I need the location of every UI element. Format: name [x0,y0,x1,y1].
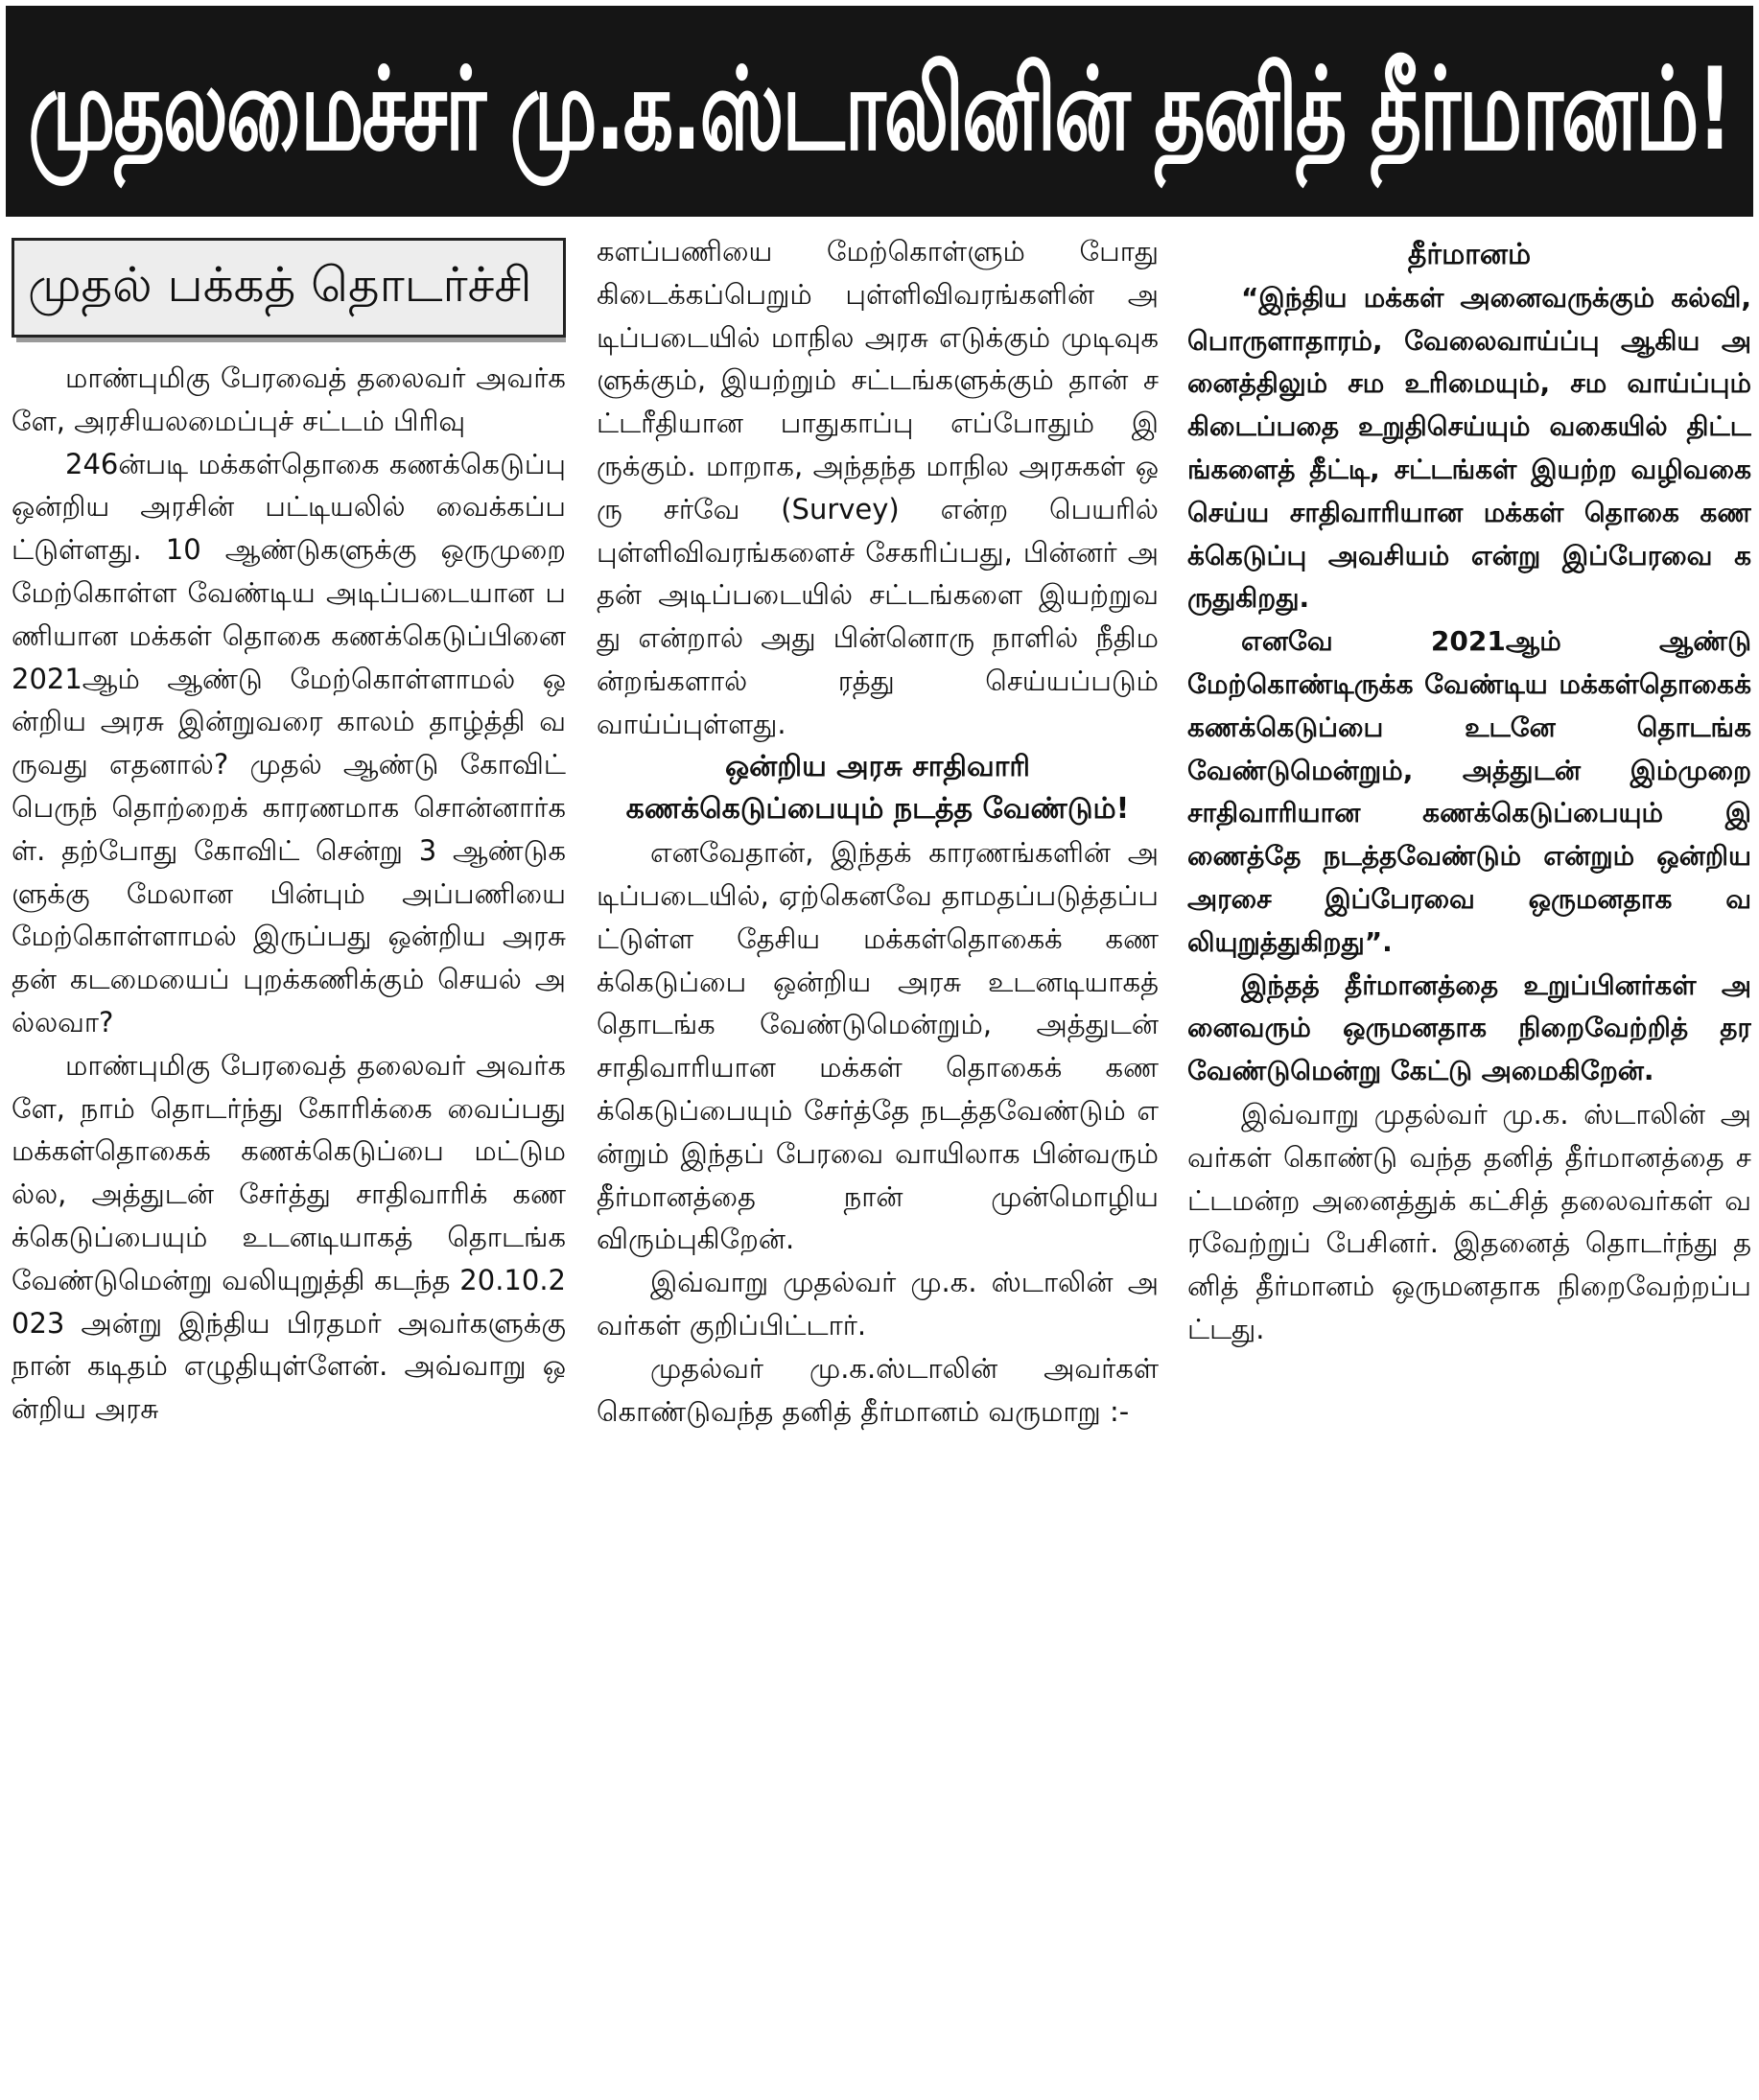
resolution-heading: தீர்மானம் [1407,238,1532,271]
page-title: முதலமைச்சர் மு.க.ஸ்டாலினின் தனித் தீர்மானம்! [28,44,1731,177]
column-2-subheading-line-1: ஒன்றிய அரசு சாதிவாரி [725,749,1030,783]
column-2-subheading-line-2: கணக்கெடுப்பையும் நடத்த வேண்டும்! [625,792,1130,827]
headline-banner [6,6,1753,217]
resolution-paragraph-2: எனவே 2021ஆம் ஆண்டு மேற்கொண்டிருக்க வேண்டிய மக்கள்தொகைக் கணக்கெடுப்பை உடனே தொடங்க வேண்டுமென்றும், அத்துடன் இம்முறை சாதிவாரியான கணக்கெடுப்பையும் இணைத்தே நடத்தவேண்டும் என்றும் ஒன்றிய அரசை இப்பேரவை ஒருமனதாக வலியுறுத்துகிறது”. [1187,625,1751,958]
continuation-box [12,238,566,338]
column-1-paragraph-2: 246ன்படி மக்கள்தொகை கணக்கெடுப்பு ஒன்றிய அரசின் பட்டியலில் வைக்கப்பட்டுள்ளது. 10 ஆண்டுகளுக்கு ஒருமுறை மேற்கொள்ள வேண்டிய அடிப்படையான பணியான மக்கள் தொகை கணக்கெடுப்பினை 2021ஆம் ஆண்டு மேற்கொள்ளாமல் ஒன்றிய அரசு இன்றுவரை காலம் தாழ்த்தி வருவது எதனால்? முதல் ஆண்டு கோவிட் பெருந் தொற்றைக் காரணமாக சொன்னார்கள். தற்போது கோவிட் சென்று 3 ஆண்டுகளுக்கு மேலான பின்பும் அப்பணியை மேற்கொள்ளாமல் இருப்பது ஒன்றிய அரசு தன் கடமையைப் புறக்கணிக்கும் செயல் அல்லவா? [12,447,566,1038]
column-1-paragraph-3: மாண்புமிகு பேரவைத் தலைவர் அவர்களே, நாம் தொடர்ந்து கோரிக்கை வைப்பது மக்கள்தொகைக் கணக்கெடுப்பை மட்டுமல்ல, அத்துடன் சேர்த்து சாதிவாரிக் கணக்கெடுப்பையும் உடனடியாகத் தொடங்க வேண்டுமென்று வலியுறுத்தி கடந்த 20.10.2023 அன்று இந்திய பிரதமர் அவர்களுக்கு நான் கடிதம் எழுதியுள்ளேன். அவ்வாறு ஒன்றிய அரசு [12,1048,566,1426]
column-1 [12,230,566,1431]
article-columns [0,230,1759,2095]
column-2-paragraph-4: முதல்வர் மு.க.ஸ்டாலின் அவர்கள் கொண்டுவந்த தனித் தீர்மானம் வருமாறு :- [597,1351,1159,1428]
continuation-label: முதல் பக்கத் தொடர்ச்சி [28,256,532,313]
column-2-paragraph-3: இவ்வாறு முதல்வர் மு.க. ஸ்டாலின் அவர்கள் குறிப்பிட்டார். [597,1266,1159,1342]
resolution-paragraph-3: இந்தத் தீர்மானத்தை உறுப்பினர்கள் அனைவரும் ஒருமனதாக நிறைவேற்றித் தரவேண்டுமென்று கேட்டு அமைகிறேன். [1187,968,1751,1087]
column-2 [597,230,1159,1433]
column-2-paragraph-2: எனவேதான், இந்தக் காரணங்களின் அடிப்படையில், ஏற்கெனவே தாமதப்படுத்தப்பட்டுள்ள தேசிய மக்கள்தொகைக் கணக்கெடுப்பை ஒன்றிய அரசு உடனடியாகத் தொடங்க வேண்டுமென்றும், அத்துடன் சாதிவாரியான மக்கள் தொகைக் கணக்கெடுப்பையும் சேர்த்தே நடத்தவேண்டும் என்றும் இந்தப் பேரவை வாயிலாக பின்வரும் தீர்மானத்தை நான் முன்மொழிய விரும்புகிறேன். [597,836,1159,1256]
column-1-paragraph-1: மாண்புமிகு பேரவைத் தலைவர் அவர்களே, அரசியலமைப்புச் சட்டம் பிரிவு [12,362,566,437]
column-3 [1187,230,1751,1351]
column-3-paragraph-4: இவ்வாறு முதல்வர் மு.க. ஸ்டாலின் அவர்கள் கொண்டு வந்த தனித் தீர்மானத்தை சட்டமன்ற அனைத்துக் கட்சித் தலைவர்கள் வரவேற்றுப் பேசினர். இதனைத் தொடர்ந்து தனித் தீர்மானம் ஒருமனதாக நிறைவேற்றப்பட்டது. [1187,1097,1751,1345]
resolution-paragraph-1: “இந்திய மக்கள் அனைவருக்கும் கல்வி, பொருளாதாரம், வேலைவாய்ப்பு ஆகிய அனைத்திலும் சம உரிமையும், சம வாய்ப்பும் கிடைப்பதை உறுதிசெய்யும் வகையில் திட்டங்களைத் தீட்டி, சட்டங்கள் இயற்ற வழிவகை செய்ய சாதிவாரியான மக்கள் தொகை கணக்கெடுப்பு அவசியம் என்று இப்பேரவை கருதுகிறது. [1187,281,1751,615]
column-2-paragraph-1: களப்பணியை மேற்கொள்ளும் போது கிடைக்கப்பெறும் புள்ளிவிவரங்களின் அடிப்படையில் மாநில அரசு எடுக்கும் முடிவுகளுக்கும், இயற்றும் சட்டங்களுக்கும் தான் சட்டரீதியான பாதுகாப்பு எப்போதும் இருக்கும். மாறாக, அந்தந்த மாநில அரசுகள் ஒரு சர்வே (Survey) என்ற பெயரில் புள்ளிவிவரங்களைச் சேகரிப்பது, பின்னர் அதன் அடிப்படையில் சட்டங்களை இயற்றுவது என்றால் அது பின்னொரு நாளில் நீதிமன்றங்களால் ரத்து செய்யப்படும் வாய்ப்புள்ளது. [597,235,1159,740]
